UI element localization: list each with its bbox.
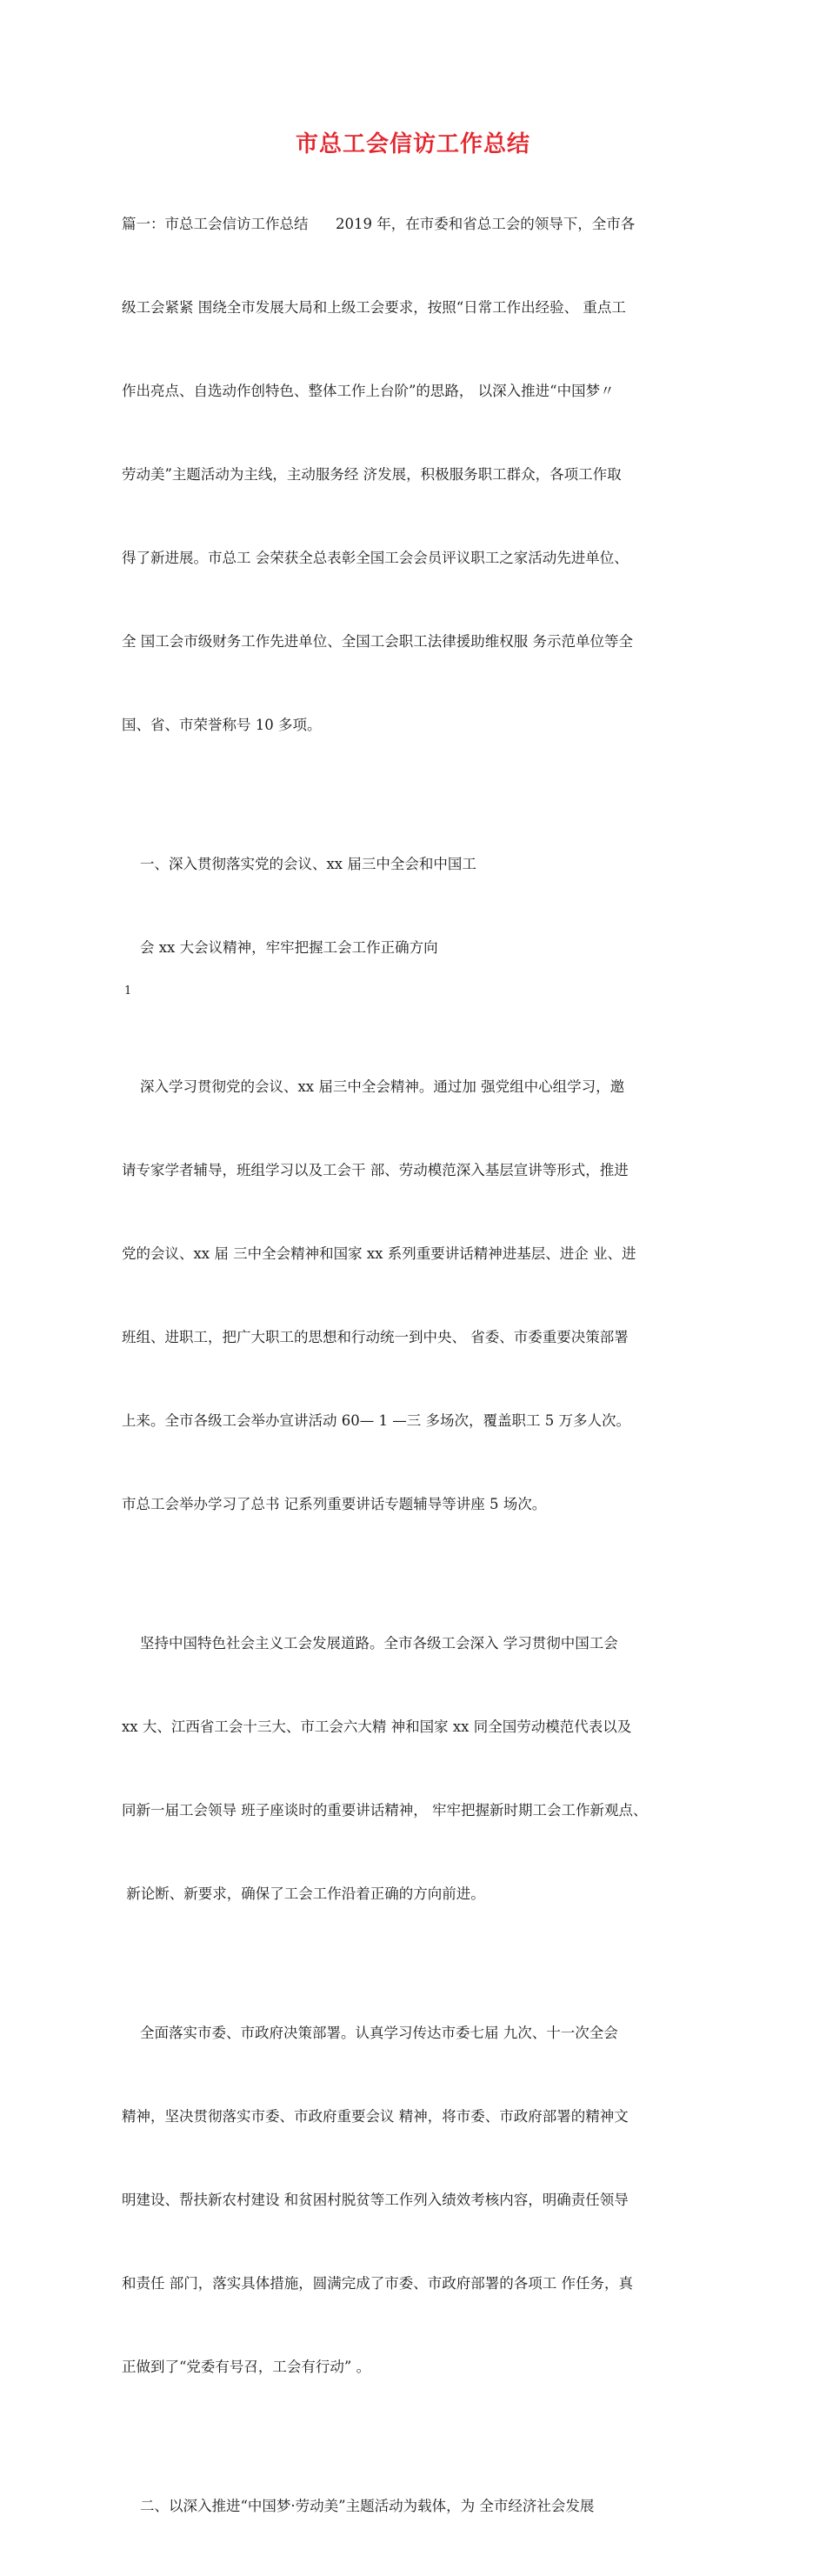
text-line: 上来。全市各级工会举办宣讲活动 60— 1 —三 多场次，覆盖职工 5 万多人次。 bbox=[122, 1412, 630, 1429]
text-line: 得了新进展。市总工 会荣获全总表彰全国工会会员评议职工之家活动先进单位、 bbox=[122, 550, 629, 566]
text-line: 篇一：市总工会信访工作总结 2019 年，在市委和省总工会的领导下，全市各 bbox=[122, 216, 636, 232]
paragraph-intro bbox=[122, 155, 713, 795]
text-line: 新论断、新要求，确保了工会工作沿着正确的方向前进。 bbox=[122, 1885, 485, 1902]
text-line: 国、省、市荣誉称号 10 多项。 bbox=[122, 717, 322, 733]
text-line: 全 国工会市级财务工作先进单位、全国工会职工法律援助维权服 务示范单位等全 bbox=[122, 633, 633, 650]
document-title: 市总工会信访工作总结 bbox=[295, 131, 530, 158]
text-line: 深入学习贯彻党的会议、xx 届三中全会精神。通过加 强党组中心组学习，邀 bbox=[122, 1078, 625, 1095]
text-line: 劳动美”主题活动为主线，主动服务经 济发展，积极服务职工群众，各项工作取 bbox=[122, 466, 622, 483]
document-body bbox=[122, 155, 713, 2576]
text-line: xx 大、江西省工会十三大、市工会六大精 神和国家 xx 同全国劳动模范代表以及 bbox=[122, 1718, 632, 1735]
text-line: 市总工会举办学习了总书 记系列重要讲话专题辅导等讲座 5 场次。 bbox=[122, 1496, 547, 1512]
text-line: 一、深入贯彻落实党的会议、xx 届三中全会和中国工 bbox=[122, 856, 476, 872]
section-heading-1 bbox=[122, 795, 713, 1018]
text-line: 全面落实市委、市政府决策部署。认真学习传达市委七届 九次、十一次全会 bbox=[122, 2025, 618, 2041]
paragraph-path bbox=[122, 1574, 713, 1964]
text-line: 请专家学者辅导，班组学习以及工会干 部、劳动模范深入基层宣讲等形式，推进 bbox=[122, 1162, 629, 1178]
text-line: 同新一届工会领导 班子座谈时的重要讲话精神， 牢牢把握新时期工会工作新观点、 bbox=[122, 1802, 648, 1819]
text-line: 明建设、帮扶新农村建设 和贫困村脱贫等工作列入绩效考核内容，明确责任领导 bbox=[122, 2192, 629, 2208]
text-line: 和责任 部门，落实具体措施，圆满完成了市委、市政府部署的各项工 作任务，真 bbox=[122, 2275, 633, 2292]
text-line: 级工会紧紧 围绕全市发展大局和上级工会要求，按照“日常工作出经验、 重点工 bbox=[122, 299, 626, 316]
text-line: 会 xx 大会议精神，牢牢把握工会工作正确方向 bbox=[122, 939, 438, 956]
text-line: 党的会议、xx 届 三中全会精神和国家 xx 系列重要讲话精神进基层、进企 业、进 bbox=[122, 1245, 636, 1262]
paragraph-study bbox=[122, 1018, 713, 1574]
text-line: 二、以深入推进“中国梦·劳动美”主题活动为载体，为 全市经济社会发展 bbox=[122, 2498, 595, 2514]
page-number: 1 bbox=[124, 984, 132, 998]
text-line: 正做到了“党委有号召，工会有行动” 。 bbox=[122, 2359, 371, 2375]
section-heading-2 bbox=[122, 2437, 713, 2576]
text-line: 班组、进职工，把广大职工的思想和行动统一到中央、 省委、市委重要决策部署 bbox=[122, 1329, 629, 1345]
text-line: 作出亮点、自选动作创特色、整体工作上台阶”的思路， 以深入推进“中国梦〃 bbox=[122, 383, 615, 399]
text-line: 坚持中国特色社会主义工会发展道路。全市各级工会深入 学习贯彻中国工会 bbox=[122, 1635, 618, 1652]
text-line: 精神，坚决贯彻落实市委、市政府重要会议 精神，将市委、市政府部署的精神文 bbox=[122, 2108, 629, 2125]
paragraph-implement bbox=[122, 1964, 713, 2437]
